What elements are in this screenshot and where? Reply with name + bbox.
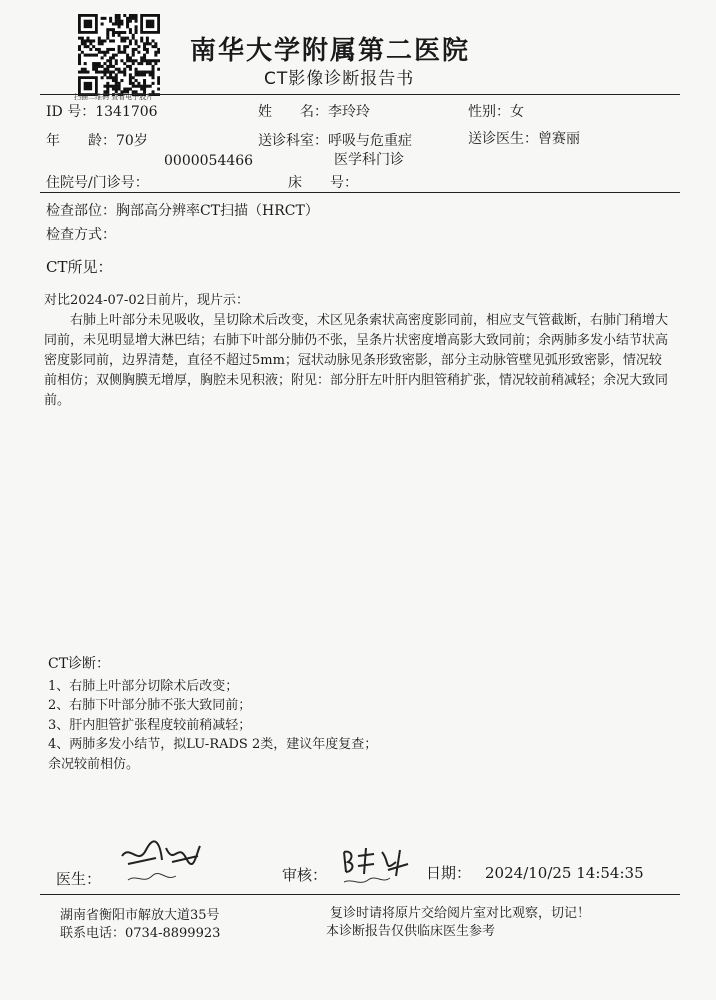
exam-method-label: 检查方式： [46, 227, 116, 243]
header-divider [40, 94, 680, 95]
date-field [426, 862, 644, 883]
dept-field [258, 130, 412, 150]
findings-heading: CT所见： [46, 258, 113, 276]
doctor-label: 送诊医生： [468, 131, 538, 147]
info-divider [40, 192, 680, 193]
findings-paragraph: 右肺上叶部分未见吸收，呈切除术后改变，术区见条索状高密度影同前，相应支气管截断，右肺门稍增大同前，未见明显增大淋巴结；右肺下叶部分肺仍不张，呈条片状密度增高影大致同前；余两肺多发小结节状高密度影同前，边界清楚，直径不超过5mm；冠状动脉见条形致密影，部分主动脉管壁见弧形致密影，情况较前相仿；双侧胸膜无增厚，胸腔未见积液；附见：部分肝左叶肝内胆管稍扩张，情况较前稍减轻；余况大致同前。 [44, 313, 669, 408]
doctor-signature [116, 836, 206, 888]
id-value: 1341706 [95, 104, 158, 120]
age-value: 70岁 [116, 133, 148, 149]
id-label: ID 号： [46, 104, 96, 120]
diagnosis-item: 余况较前相仿。 [48, 756, 140, 772]
outpatient-number: 0000054466 [164, 153, 254, 169]
footer-note-2: 本诊断报告仅供临床医生参考 [326, 924, 496, 939]
phone-label: 联系电话： [60, 926, 126, 941]
qr-code [78, 14, 160, 96]
dept-label: 送诊科室： [258, 133, 328, 149]
exam-part-field [46, 200, 319, 220]
name-field [258, 101, 370, 121]
hospital-address: 湖南省衡阳市解放大道35号 [60, 908, 220, 923]
diagnosis-item: 4、两肺多发小结节，拟LU-RADS 2类，建议年度复查； [48, 737, 378, 752]
review-sign-label: 审核： [282, 866, 328, 884]
name-value: 李玲玲 [328, 104, 370, 120]
doctor-value: 曾赛丽 [538, 131, 580, 147]
dept-value-line1: 呼吸与危重症 [328, 133, 412, 149]
bed-label: 床 号： [288, 175, 358, 191]
date-label: 日期： [426, 864, 472, 882]
footer-divider [40, 894, 680, 895]
id-field [46, 101, 158, 121]
date-value: 2024/10/25 14:54:35 [485, 864, 644, 882]
phone-value: 0734-8899923 [125, 926, 221, 941]
sex-value: 女 [510, 104, 524, 120]
qr-caption: 扫描二维码 查看电子胶片 [74, 93, 154, 101]
doctor-sign-label: 医生： [56, 870, 102, 888]
review-signature [338, 842, 418, 890]
sex-label: 性别： [468, 104, 510, 120]
diagnosis-item: 1、右肺上叶部分切除术后改变； [48, 678, 239, 694]
age-field [46, 130, 148, 150]
diagnosis-heading: CT诊断： [48, 656, 111, 672]
report-title: CT影像诊断报告书 [264, 69, 415, 89]
diagnosis-item: 3、肝内胆管扩张程度较前稍减轻； [48, 717, 252, 733]
name-label: 姓 名： [258, 104, 328, 120]
findings-body [44, 291, 674, 411]
findings-compare: 对比2024-07-02日前片，现片示： [44, 293, 249, 308]
inpatient-label: 住院号/门诊号： [46, 175, 149, 191]
exam-part-label: 检查部位： [46, 203, 116, 219]
sex-field [468, 101, 524, 121]
diagnosis-item: 2、右肺下叶部分肺不张大致同前； [48, 698, 252, 713]
age-label: 年 龄： [46, 133, 116, 149]
dept-value-line2: 医学科门诊 [334, 152, 404, 168]
doctor-field [468, 128, 580, 148]
footer-note-1: 复诊时请将原片交给阅片室对比观察，切记！ [330, 906, 591, 921]
hospital-name: 南华大学附属第二医院 [190, 36, 471, 66]
phone-field [60, 922, 220, 941]
diagnosis-section [48, 655, 668, 774]
exam-part-value: 胸部高分辨率CT扫描（HRCT） [116, 203, 319, 219]
